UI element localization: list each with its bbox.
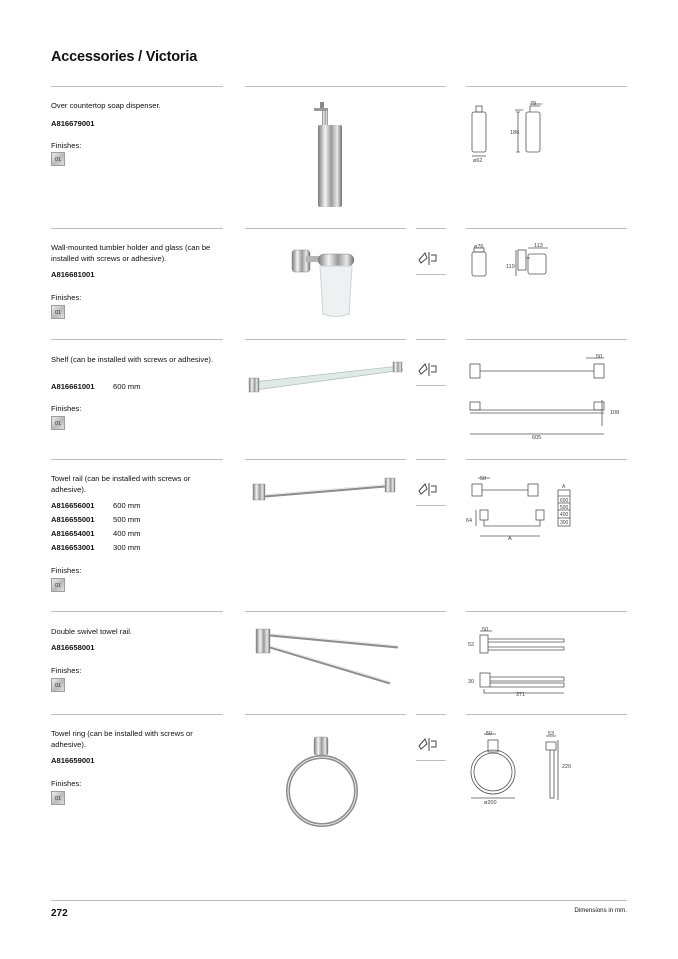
section-divider xyxy=(466,86,627,87)
finishes-label: Finishes: xyxy=(51,666,82,675)
glass-shelf-image xyxy=(245,352,410,397)
chrome-finish-swatch xyxy=(51,305,65,319)
section-divider xyxy=(245,459,406,460)
product-size: 400 mm xyxy=(113,529,141,538)
dimension-label: 186 xyxy=(510,130,520,136)
dimension-label: 50 xyxy=(482,627,489,633)
section-divider xyxy=(51,611,223,612)
towel-ring-image xyxy=(282,733,362,833)
footer-divider xyxy=(51,900,627,901)
section-divider xyxy=(51,714,223,715)
product-description: Double swivel towel rail. xyxy=(51,627,133,636)
dimension-label: 50 xyxy=(480,476,487,482)
product-description: Towel rail (can be installed with screws or adhesive). xyxy=(51,474,191,494)
towel-ring-drawing xyxy=(466,728,576,808)
screw-adhesive-icon xyxy=(418,250,444,266)
dimension-label: 605 xyxy=(532,435,542,440)
section-divider xyxy=(466,339,627,340)
dimension-label: 53 xyxy=(548,731,555,737)
dimension-label: 79 xyxy=(530,101,537,107)
section-divider xyxy=(466,611,627,612)
dimension-label: ø76 xyxy=(474,244,484,250)
finish-code: 01 xyxy=(55,420,62,427)
screw-adhesive-icon xyxy=(418,481,444,497)
finishes-label: Finishes: xyxy=(51,779,82,788)
chrome-finish-swatch xyxy=(51,416,65,430)
section-divider xyxy=(466,228,627,229)
dimension-label: 220 xyxy=(562,764,572,770)
dimension-label: 119 xyxy=(506,264,515,270)
product-size: 300 mm xyxy=(113,543,141,552)
product-description: Wall-mounted tumbler holder and glass (can be installed with screws or adhesive). xyxy=(51,243,211,263)
finish-code: 01 xyxy=(55,795,62,802)
towel-rail-image xyxy=(245,474,410,509)
dimension-label: 50 xyxy=(596,354,603,360)
section-divider xyxy=(51,228,223,229)
finishes-label: Finishes: xyxy=(51,566,82,575)
finishes-label: Finishes: xyxy=(51,293,82,302)
dimension-label: 52 xyxy=(468,642,475,648)
product-code: A816654001 xyxy=(51,529,95,538)
chrome-finish-swatch xyxy=(51,678,65,692)
product-code: A816679001 xyxy=(51,119,95,128)
page-title: Accessories / Victoria xyxy=(51,49,198,65)
finish-code: 01 xyxy=(55,309,62,316)
dimension-table-cell: 600 xyxy=(560,498,569,504)
dimension-label: 64 xyxy=(466,518,473,524)
screw-adhesive-icon xyxy=(418,736,444,752)
dimension-table-cell: 300 xyxy=(560,520,569,526)
dimension-table-cell: 500 xyxy=(560,505,569,511)
finishes-label: Finishes: xyxy=(51,141,82,150)
tumbler-holder-drawing xyxy=(466,240,566,280)
finishes-label: Finishes: xyxy=(51,404,82,413)
finish-code: 01 xyxy=(55,682,62,689)
dimension-label: ø62 xyxy=(473,158,483,164)
product-description: Shelf (can be installed with screws or adhesive). xyxy=(51,355,214,364)
tumbler-holder-image xyxy=(290,240,360,320)
section-divider xyxy=(51,86,223,87)
dimension-label: A xyxy=(508,536,512,540)
finish-code: 01 xyxy=(55,156,62,163)
screw-adhesive-icon xyxy=(418,361,444,377)
double-swivel-rail-drawing xyxy=(466,625,576,697)
installation-icons xyxy=(416,339,446,389)
dimension-label: ø200 xyxy=(484,800,497,806)
product-code: A816659001 xyxy=(51,756,95,765)
page-number: 272 xyxy=(51,908,68,919)
section-divider xyxy=(466,459,627,460)
section-divider xyxy=(245,611,446,612)
installation-icons xyxy=(416,459,446,509)
dimension-label: 50 xyxy=(486,731,493,737)
dimension-label: 30 xyxy=(468,679,475,685)
section-divider xyxy=(51,339,223,340)
section-divider xyxy=(245,339,406,340)
product-size: 500 mm xyxy=(113,515,141,524)
towel-rail-drawing xyxy=(466,474,576,540)
product-code: A816655001 xyxy=(51,515,95,524)
soap-dispenser-image xyxy=(300,100,360,210)
product-description: Towel ring (can be installed with screws or adhesive). xyxy=(51,729,193,749)
chrome-finish-swatch xyxy=(51,152,65,166)
product-code: A816661001 xyxy=(51,382,95,391)
soap-dispenser-drawing xyxy=(466,98,556,166)
product-code: A816653001 xyxy=(51,543,95,552)
product-code: A816658001 xyxy=(51,643,95,652)
section-divider xyxy=(245,714,406,715)
dimension-label: 108 xyxy=(610,410,620,416)
product-size: 600 mm xyxy=(113,382,141,391)
section-divider xyxy=(51,459,223,460)
double-swivel-rail-image xyxy=(250,625,405,690)
finish-code: 01 xyxy=(55,582,62,589)
product-code: A816681001 xyxy=(51,270,95,279)
section-divider xyxy=(245,86,446,87)
section-divider xyxy=(245,228,406,229)
section-divider xyxy=(466,714,627,715)
dimensions-note: Dimensions in mm. xyxy=(574,907,627,914)
installation-icons xyxy=(416,714,446,764)
product-description: Over countertop soap dispenser. xyxy=(51,101,161,110)
product-size: 600 mm xyxy=(113,501,141,510)
dimension-label: 371 xyxy=(516,692,526,697)
installation-icons xyxy=(416,228,446,278)
chrome-finish-swatch xyxy=(51,578,65,592)
dimension-table-header: A xyxy=(562,484,566,490)
dimension-table-cell: 400 xyxy=(560,512,569,518)
glass-shelf-drawing xyxy=(466,350,627,440)
chrome-finish-swatch xyxy=(51,791,65,805)
product-code: A816656001 xyxy=(51,501,95,510)
dimension-label: 113 xyxy=(534,243,543,249)
